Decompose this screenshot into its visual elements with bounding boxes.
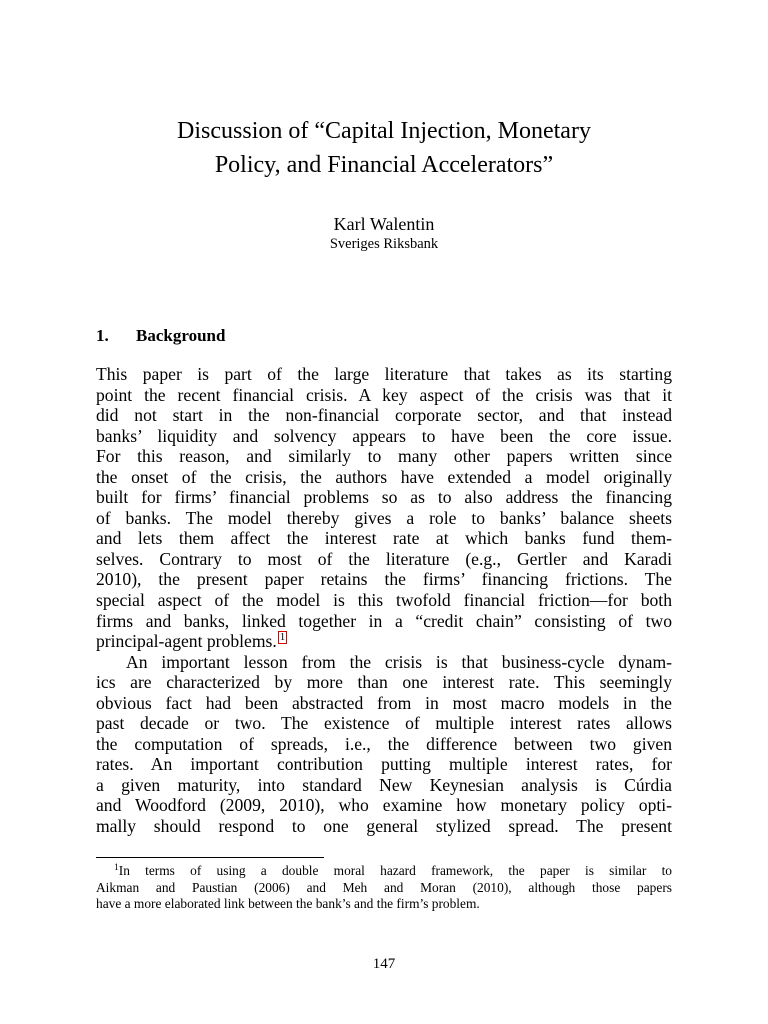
text-line: banks’ liquidity and solvency appears to have been the core issue.	[96, 425, 672, 446]
footnote-reference-link[interactable]: 1	[279, 631, 286, 644]
footnote-line: have a more elaborated link between the bank’s and the firm’s problem.	[96, 896, 480, 911]
text-line: of banks. The model thereby gives a role to banks’ balance sheets	[96, 507, 672, 528]
section-title: Background	[136, 326, 226, 345]
footnote-mark: 1	[114, 863, 119, 873]
paper-title	[96, 114, 672, 182]
text-line: obvious fact had been abstracted from in most macro models in the	[96, 692, 672, 713]
text-line: firms and banks, linked together in a “credit chain” consisting of two	[96, 610, 672, 631]
footnote	[96, 860, 672, 913]
text-line: past decade or two. The existence of multiple interest rates allows	[96, 713, 672, 734]
body-text	[96, 364, 672, 837]
title-line-1: Discussion of “Capital Injection, Monetary	[177, 118, 591, 144]
text-line: special aspect of the model is this twofold financial friction—for both	[96, 590, 672, 611]
text-line: did not start in the non-financial corporate sector, and that instead	[96, 405, 672, 426]
footnote-line: Aikman and Paustian (2006) and Meh and Moran (2010), although those papers	[96, 879, 672, 895]
text-line: This paper is part of the large literature that takes as its starting	[96, 364, 672, 384]
author-name: Karl Walentin	[333, 214, 435, 234]
footnote-line	[96, 860, 672, 880]
text-line: and Woodford (2009, 2010), who examine how monetary policy opti-	[96, 795, 672, 816]
title-line-2: Policy, and Financial Accelerators”	[214, 152, 554, 178]
text-line: 2010), the present paper retains the firms’ financing frictions. The	[96, 569, 672, 590]
text-line: For this reason, and similarly to many other papers written since	[96, 446, 672, 467]
text-line: and lets them affect the interest rate at which banks fund them-	[96, 528, 672, 549]
section-heading	[96, 325, 225, 347]
text-line: built for firms’ financial problems so as to also address the financing	[96, 487, 672, 508]
footnote-line-content: In terms of using a double moral hazard framework, the paper is similar to	[118, 863, 672, 878]
text-line: rates. An important contribution putting multiple interest rates, for	[96, 754, 672, 775]
text-line-content: principal-agent problems.	[96, 631, 277, 652]
section-number: 1.	[96, 326, 109, 345]
text-line: the onset of the crisis, the authors have extended a model originally	[96, 466, 672, 487]
text-line: selves. Contrary to most of the literature (e.g., Gertler and Karadi	[96, 548, 672, 569]
text-line: a given maturity, into standard New Keynesian analysis is Cúrdia	[96, 774, 672, 795]
text-line: An important lesson from the crisis is that business-cycle dynam-	[126, 651, 672, 672]
text-line: ics are characterized by more than one interest rate. This seemingly	[96, 672, 672, 693]
author-affiliation: Sveriges Riksbank	[329, 236, 439, 252]
text-line: mally should respond to one general stylized spread. The present	[96, 816, 672, 837]
paragraph-2	[96, 652, 672, 837]
footnote-divider	[96, 857, 324, 858]
page-number: 147	[372, 956, 396, 972]
paragraph-1	[96, 364, 672, 652]
text-line: point the recent financial crisis. A key aspect of the crisis was that it	[96, 384, 672, 405]
text-line	[96, 631, 672, 652]
text-line: the computation of spreads, i.e., the difference between two given	[96, 733, 672, 754]
